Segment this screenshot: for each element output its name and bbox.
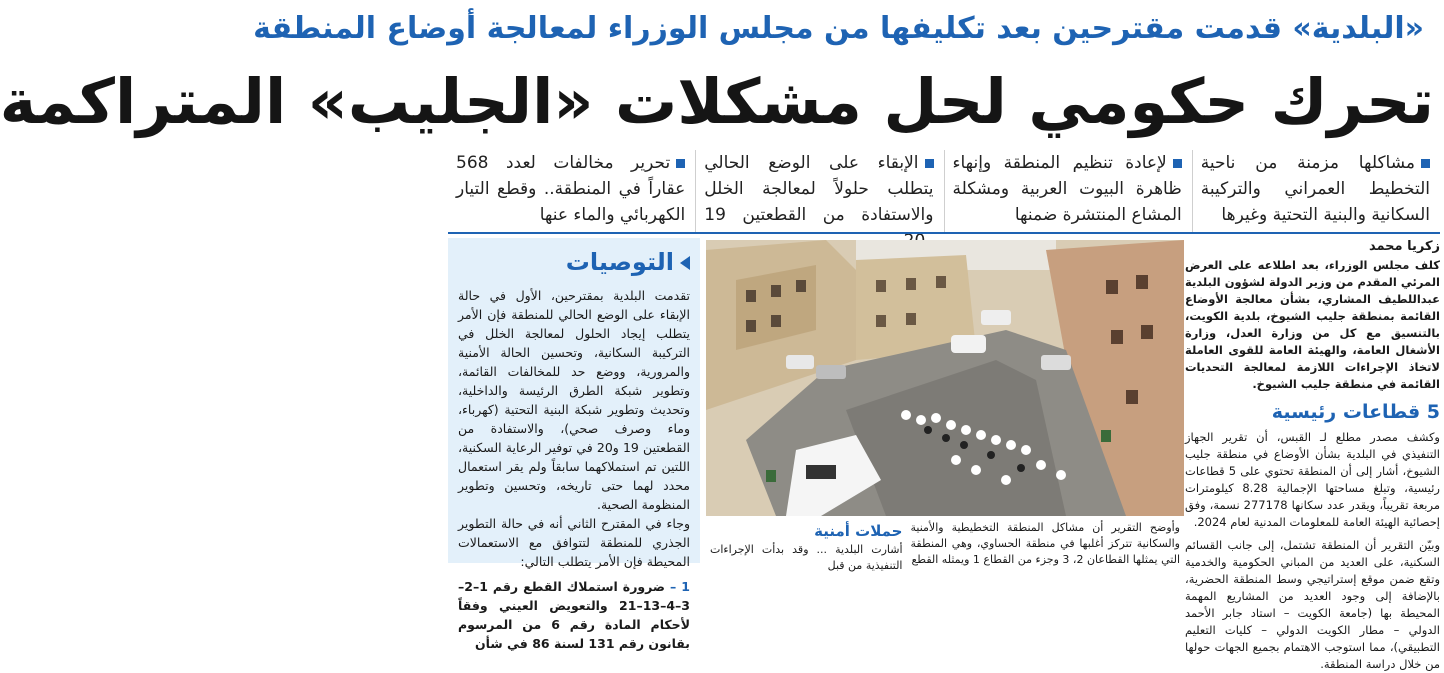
bullet-3 xyxy=(695,150,943,232)
recommendations-paragraph: وجاء في المقترح الثاني أنه في حالة التطوير الجذري للمنطقة لتتوافق مع الاستعمالات المحيطة فإن الأمر يتطلب التالي: xyxy=(458,516,690,569)
article-paragraph: وبيّن التقرير أن المنطقة تشتمل، إلى جانب القسائم السكنية، على العديد من المباني الحكومية والخدمية وتقع ضمن موقع إستراتيجي وسط المنطقة الحضرية، بالإضافة إلى وجود العديد من المشاريع المهمة المحيطة بها (جامعة الكويت – استاد جابر الأحمد الدولي – مطار الكويت الدولي – كليات التعليم التطبيقي)، مما استوجب الاهتمام بجميع الجهات حولها من خلال دراسة المنطقة. xyxy=(1185,538,1440,671)
aerial-street-photo xyxy=(706,240,1184,516)
square-bullet-icon xyxy=(1421,159,1430,168)
article-subhead: 5 قطاعات رئيسية xyxy=(1271,401,1440,423)
square-bullet-icon xyxy=(676,159,685,168)
item-text: ضرورة استملاك القطع رقم 1–2–3–4–13–21 والتعويض العيني وفقاً لأحكام المادة رقم 6 من المرسوم بقانون رقم 131 لسنة 86 في شأن xyxy=(458,579,691,651)
below-photo-left-text: أشارت البلدية ... وقد بدأت الإجراءات التنفيذية من قبل xyxy=(710,543,903,572)
recommendations-title-row xyxy=(458,246,690,278)
below-photo-right-column: وأوضح التقرير أن مشاكل المنطقة التخطيطية والأمنية والسكانية تتركز أغلبها في منطقة الحساوي، وهي المنطقة التي يمثلها القطاعان 2، 3 وجزء من القطاع 1 ويمثله القطع xyxy=(910,521,1180,566)
article-paragraph: وكشف مصدر مطلع لـ القبس، أن تقرير الجهاز التنفيذي في البلدية بشأن الأوضاع في منطقة جليب الشيوخ، أشار إلى أن المنطقة تحتوي على 5 قطاعات رئيسية، وتبلغ مساحتها الإجمالية 8.28 كيلومترات مربعة تقريباً، ويقدر عدد سكانها 277178 نسمة، وفق إحصائية الهيئة العامة للمعلومات المدنية لعام 2024. xyxy=(1185,430,1440,529)
bullet-text: تحرير مخالفات لعدد 568 عقاراً في المنطقة.. وقطع التيار الكهربائي والماء عنها xyxy=(456,153,686,225)
security-campaigns-subhead: حملات أمنية xyxy=(814,522,903,540)
recommendations-paragraph: تقدمت البلدية بمقترحين، الأول في حالة الإبقاء على الوضع الحالي للمنطقة فإن الأمر يتطلب إيجاد الحلول لمعالجة الخلل في التركيبة السكانية، وتحسين الحالة الأمنية والمرورية، ووضع حد للمخالفات القائمة، وتطوير شبكة الطرق الرئيسة والداخلية، وتحديث وتطوير شبكة البنية التحتية (كهرباء، وماء وصرف صحي)، والاستفادة من القطعتين 19 و20 في توفير الرعاية السكنية، اللتين تم استملاكهما سابقاً ولم يقر استعمال محدد لهما حتى تاريخه، وتحسين وتطوير المنظومة الصحية. xyxy=(458,288,690,512)
kicker-headline: «البلدية» قدمت مقترحين بعد تكليفها من مجلس الوزراء لمعالجة أوضاع المنطقة xyxy=(253,11,1424,46)
summary-bullets xyxy=(448,150,1440,232)
recommendation-item xyxy=(458,577,690,653)
bullet-text: لإعادة تنظيم المنطقة وإنهاء ظاهرة البيوت العربية ومشكلة المشاع المنتشرة ضمنها xyxy=(952,153,1182,225)
byline: زكريا محمد xyxy=(1368,239,1440,254)
triangle-marker-icon xyxy=(680,256,690,270)
news-photo xyxy=(706,240,1184,516)
section-divider xyxy=(448,232,1440,234)
below-photo-left-column xyxy=(706,520,907,572)
square-bullet-icon xyxy=(925,159,934,168)
article-lead: كلف مجلس الوزراء، بعد اطلاعه على العرض المرئي المقدم من وزير الدولة لشؤون البلدية عبداللطيف المشاري، بشأن معالجة الأوضاع القائمة بمنطقة جليب الشيوخ، بلدية الكويت، بالتنسيق مع كل من وزارة العدل، وزارة الأشغال العامة، والهيئة العامة للقوى العاملة لاتخاذ الإجراءات اللازمة لمعالجة التحديات القائمة في منطقة جليب الشيوخ. xyxy=(1185,258,1440,391)
bullet-1 xyxy=(1192,150,1440,232)
article-column xyxy=(1185,238,1440,671)
recommendations-title: التوصيات xyxy=(565,248,674,276)
bullet-text: الإبقاء على الوضع الحالي يتطلب حلولاً لمعالجة الخلل والاستفادة من القطعتين 19 xyxy=(704,153,934,225)
bullet-4 xyxy=(448,150,695,232)
bullet-2 xyxy=(944,150,1192,232)
below-photo-text xyxy=(706,520,1184,572)
main-headline: تحرك حكومي لحل مشكلات «الجليب» المتراكمة xyxy=(0,65,1434,138)
square-bullet-icon xyxy=(1173,159,1182,168)
item-number: 1 – xyxy=(670,579,690,594)
bullet-text: مشاكلها مزمنة من ناحية التخطيط العمراني والتركيبة السكانية والبنية التحتية وغيرها xyxy=(1200,153,1430,225)
recommendations-panel xyxy=(448,238,700,651)
